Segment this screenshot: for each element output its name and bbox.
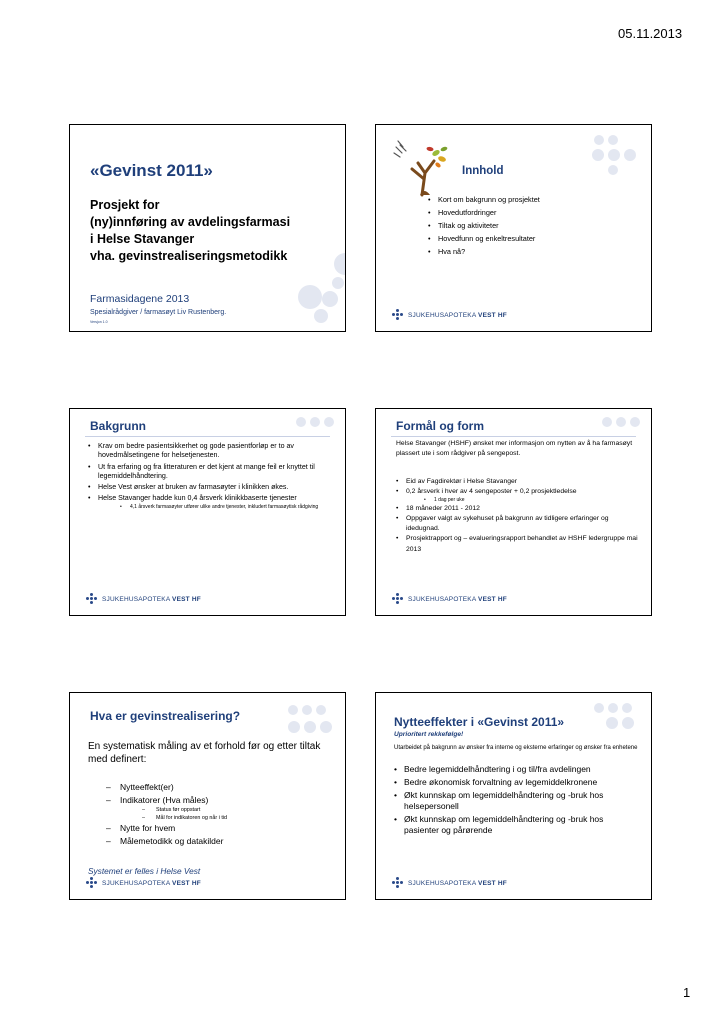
page-number: 1	[683, 985, 691, 1000]
list-item: • Hovedfunn og enkeltresultater	[428, 232, 540, 245]
footnote: Systemet er felles i Helse Vest	[88, 866, 201, 876]
intro-text: Helse Stavanger (HSHF) ønsket mer informasjon om nytten av å ha farmasøyt plassert ute i som rådgiver på sengepost.	[396, 440, 633, 458]
purpose-list	[396, 477, 641, 555]
slide-title: Innhold	[462, 165, 504, 177]
title-divider	[85, 436, 330, 437]
logo-text: SJUKEHUSAPOTEKA VEST HF	[102, 595, 201, 603]
list-item: • Oppgaver valgt av sykehuset på bakgrunn av tidligere erfaringer og idedugnad.	[396, 514, 641, 534]
list-item: • 0,2 årsverk i hver av 4 sengeposter + 0,2 prosjektledelse • 1 dag per uke	[396, 487, 641, 504]
slide-5-benefits-realisation	[69, 692, 346, 900]
logo-text: SJUKEHUSAPOTEKA VEST HF	[408, 879, 507, 887]
slide-2-contents	[375, 124, 652, 332]
list-item: • Kort om bakgrunn og prosjektet	[428, 193, 540, 206]
sub-list-item: • 1 dag per uke	[424, 497, 641, 504]
list-item: – Nytteeffekt(er)	[106, 781, 326, 794]
list-item: • Prosjektrapport og – evalueringsrapport behandlet av HSHF ledergruppe mai 2013	[396, 534, 641, 554]
slide-title: Formål og form	[396, 419, 485, 433]
slide-4-purpose	[375, 408, 652, 616]
logo-text: SJUKEHUSAPOTEKA VEST HF	[408, 311, 507, 319]
sub-list-item: – Mål for indikatoren og når i tid	[142, 814, 326, 822]
presenter: Spesialrådgiver / farmasøyt Liv Rustenberg.	[90, 309, 227, 316]
slide-tagline: Uprioritert rekkefølge!	[394, 731, 464, 738]
logo	[392, 877, 507, 889]
list-item: • Tiltak og aktiviteter	[428, 219, 540, 232]
effects-list	[394, 764, 639, 838]
event-name: Farmasidagene 2013	[90, 293, 190, 305]
logo-text: SJUKEHUSAPOTEKA VEST HF	[408, 595, 507, 603]
intro-text: Utarbeidet på bakgrunn av ønsker fra interne og eksterne erfaringer og ønsker fra enhetene	[394, 745, 638, 751]
slide-subtitle: Prosjekt for (ny)innføring av avdelingsfarmasi i Helse Stavanger vha. gevinstrealiseringsmetodikk	[90, 198, 291, 263]
logo	[86, 877, 201, 889]
tree-icon	[392, 139, 452, 197]
list-item: • Hva nå?	[428, 245, 540, 258]
version-label: Versjon 1.0	[90, 320, 108, 324]
contents-list	[428, 193, 540, 258]
decorative-circles	[70, 409, 345, 615]
sub-list-item: – Status før oppstart	[142, 806, 326, 814]
list-item: – Målemetodikk og datakilder	[106, 835, 326, 848]
slide-6-benefit-effects	[375, 692, 652, 900]
logo-mark-icon	[392, 309, 404, 321]
logo	[86, 593, 201, 605]
slide-title: Hva er gevinstrealisering?	[90, 709, 241, 723]
list-item: • Hovedutfordringer	[428, 206, 540, 219]
slide-title: «Gevinst 2011»	[90, 161, 213, 180]
slide-title: Nytteeffekter i «Gevinst 2011»	[394, 715, 565, 729]
logo	[392, 309, 507, 321]
definition-list	[106, 781, 326, 847]
slide-3-background	[69, 408, 346, 616]
list-item: • Økt kunnskap om legemiddelhåndtering og -bruk hos pasienter og pårørende	[394, 814, 639, 836]
list-item: • Helse Stavanger hadde kun 0,4 årsverk klinikkbaserte tjenester • 4,1 årsverk farmasøyter utfører ulike andre tjenester, inkludert farmasøytisk rådgiving	[88, 494, 335, 510]
list-item: – Nytte for hvem	[106, 822, 326, 835]
logo-mark-icon	[392, 877, 404, 889]
list-item: • Eid av Fagdirektør i Helse Stavanger	[396, 477, 641, 487]
sub-list-item: • 4,1 årsverk farmasøyter utfører ulike andre tjenester, inkludert farmasøytisk rådgiving	[120, 504, 335, 510]
list-item: • Krav om bedre pasientsikkerhet og gode pasientforløp er to av hovedmålsetingene for helsetjenesten.	[88, 442, 335, 461]
list-item: • Bedre legemiddelhåndtering i og til/fra avdelingen	[394, 764, 639, 775]
background-list	[88, 442, 335, 512]
logo-mark-icon	[86, 877, 98, 889]
logo-text: SJUKEHUSAPOTEKA VEST HF	[102, 879, 201, 887]
list-item: • 18 måneder 2011 - 2012	[396, 504, 641, 514]
page-date: 05.11.2013	[618, 26, 683, 41]
logo-mark-icon	[86, 593, 98, 605]
list-item: • Bedre økonomisk forvaltning av legemiddelkronene	[394, 777, 639, 788]
logo-mark-icon	[392, 593, 404, 605]
title-divider	[391, 436, 636, 437]
slide-1-title	[69, 124, 346, 332]
list-item: • Økt kunnskap om legemiddelhåndtering og -bruk hos helsepersonell	[394, 790, 639, 812]
logo	[392, 593, 507, 605]
slide-title: Bakgrunn	[90, 419, 147, 433]
intro-text: En systematisk måling av et forhold før og etter tiltak med definert:	[88, 741, 321, 765]
list-item: • Helse Vest ønsker at bruken av farmasøyter i klinikken økes.	[88, 483, 335, 492]
list-item: • Ut fra erfaring og fra litteraturen er det kjent at mange feil er knyttet til legemiddelhåndtering.	[88, 463, 335, 482]
list-item: – Indikatorer (Hva måles) – Status før oppstart – Mål for indikatoren og når i tid	[106, 794, 326, 823]
